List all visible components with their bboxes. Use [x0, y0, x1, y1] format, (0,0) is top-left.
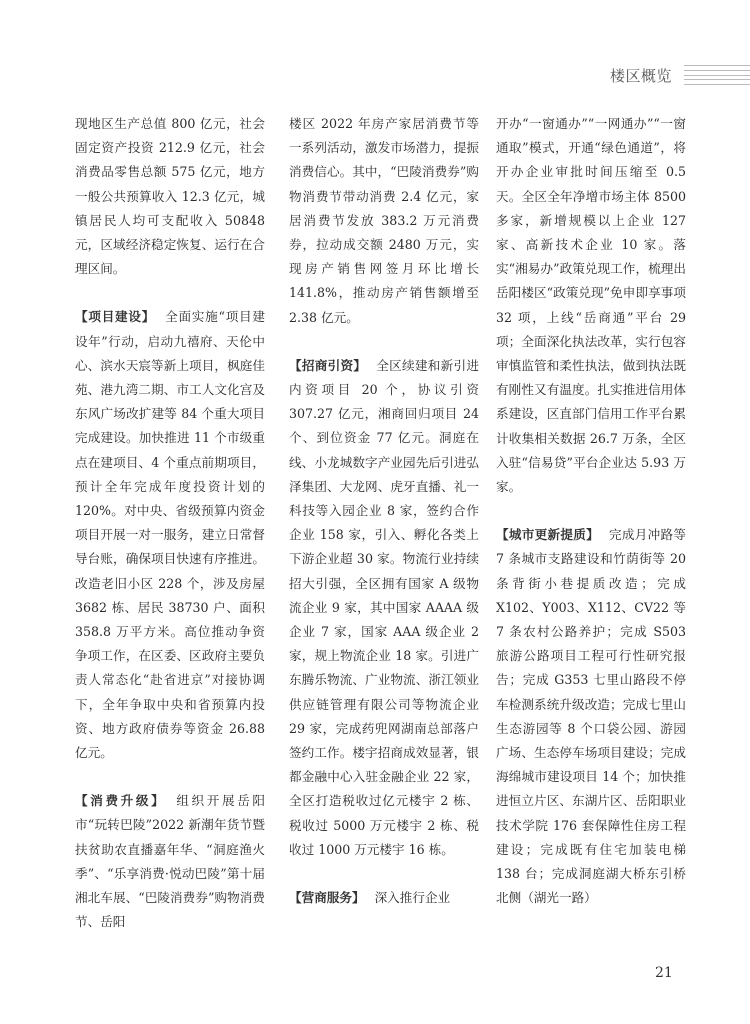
- paragraph-text: 全面实施“项目建设年”行动，启动九禧府、天伦中心、滨水天宸等新上项目，枫庭佳苑、港九湾二期、市工人文化宫及东风广场改扩建等 84 个重大项目完成建设。加快推进 11 个市级重点在建项目、4 个重点前期项目，预计全年完成年度投资计划的 120%。对中央、省级预算内资金项目开展一对一服务，建立日常督导台账，确保项目快速有序推进。改造老旧小区 228 个，涉及房屋 3682 栋、居民 38730 户、面积 358.8 万平方米。高位推动争资争项工作，在区委、区政府主要负责人常态化“赴省进京”对接协调下，全年争取中央和省预算内投资、地方政府债券等资金 26.88 亿元。: [75, 309, 265, 761]
- paragraph: [75, 112, 265, 281]
- text-column-1: [75, 112, 265, 935]
- paragraph: [289, 112, 479, 330]
- running-header: [610, 62, 750, 88]
- paragraph-text: 深入推行企业: [374, 890, 451, 906]
- paragraph-urban-renewal: [496, 523, 686, 910]
- paragraph-text: 完成月冲路等 7 条城市支路建设和竹荫街等 20 条背街小巷提质改造；完成 X102、Y003、X112、CV22 等 7 条农村公路养护；完成 S503 旅游公路项目工程可行性研究报告；完成 G353 七里山路段不停车检测系统升级改造；完成七里山生态游园等 8 个口袋公园、游园广场、生态停车场项目建设；完成海绵城市建设项目 14 个；加快推进恒立片区、东湖片区、岳阳职业技术学院 176 套保障性住房工程建设；完成既有住宅加装电梯 138 台；完成洞庭湖大桥东引桥北侧（湖光一路）: [496, 527, 687, 906]
- paragraph-project-construction: [75, 305, 265, 765]
- paragraph-text: 开办“一窗通办”“一网通办”“一窗通取”模式，开通“绿色通道”，将开办企业审批时间压缩至 0.5 天。全区全年净增市场主体 8500 多家，新增规模以上企业 127 家、高新技术企业 10 家。落实“湘易办”政策兑现工作，梳理出岳阳楼区“政策兑现”免申即享事项 32 项，上线“岳商通”平台 29 项；全面深化执法改革，实行包容审慎监管和柔性执法，做到执法既有刚性又有温度。扎实推进信用体系建设，区直部门信用工作平台累计收集相关数据 26.7 万条，全区入驻“信易贷”平台企业达 5.93 万家。: [496, 116, 686, 495]
- paragraph-text: 现地区生产总值 800 亿元，社会固定资产投资 212.9 亿元，社会消费品零售总额 575 亿元，地方一般公共预算收入 12.3 亿元，城镇居民人均可支配收入 50848 元，区域经济稳定恢复、运行在合理区间。: [75, 116, 265, 277]
- paragraph-investment-attraction: [289, 354, 479, 862]
- text-column-3: [496, 112, 686, 911]
- paragraph-text: 全区续建和新引进内资项目 20 个，协议引资 307.27 亿元，湘商回归项目 24 个、到位资金 77 亿元。洞庭在线、小龙城数字产业园先后引进弘泽集团、大龙网、虎牙直播、礼一科技等入园企业 8 家，签约合作企业 158 家，引入、孵化各类上下游企业超 30 家。物流行业持续招大引强，全区拥有国家 A 级物流企业 9 家，其中国家 AAAA 级企业 7 家，国家 AAA 级企业 2 家，规上物流企业 18 家。引进广东腾乐物流、广业物流、浙江领业供应链管理有限公司等物流企业 29 家，完成药兜网湖南总部落户签约工作。楼宇招商成效显著，银都金融中心入驻金融企业 22 家，全区打造税收过亿元楼宇 2 栋、税收过 5000 万元楼宇 2 栋、税收过 1000 万元楼宇 16 栋。: [289, 357, 480, 857]
- page-number: 21: [655, 965, 673, 981]
- paragraph: [496, 112, 686, 499]
- header-decoration-lines: [684, 65, 750, 85]
- section-title: 【招商引资】: [289, 357, 367, 373]
- section-title: 【城市更新提质】: [496, 527, 600, 543]
- paragraph-consumption-upgrade: [75, 789, 265, 934]
- text-column-2: [289, 112, 479, 910]
- section-title: 【营商服务】: [289, 890, 365, 906]
- section-header-title: 楼区概览: [609, 66, 672, 85]
- paragraph-text: 楼区 2022 年房产家居消费节等一系列活动，激发市场潜力，提振消费信心。其中，“巴陵消费券”购物消费节带动消费 2.4 亿元，家居消费节发放 383.2 万元消费券，拉动成交额 2480 万元，实现房产销售网签月环比增长 141.8%，推动房产销售额增至 2.38 亿元。: [289, 116, 479, 325]
- section-title: 【消费升级】: [75, 793, 167, 809]
- paragraph-business-services: [289, 886, 479, 910]
- section-title: 【项目建设】: [75, 309, 156, 325]
- paragraph-text: 组织开展岳阳市“玩转巴陵”2022 新潮年货节暨扶贫助农直播嘉年华、“洞庭渔火季”、“乐享消费·悦动巴陵”第十届湘北车展、“巴陵消费券”购物消费节、岳阳: [75, 793, 265, 930]
